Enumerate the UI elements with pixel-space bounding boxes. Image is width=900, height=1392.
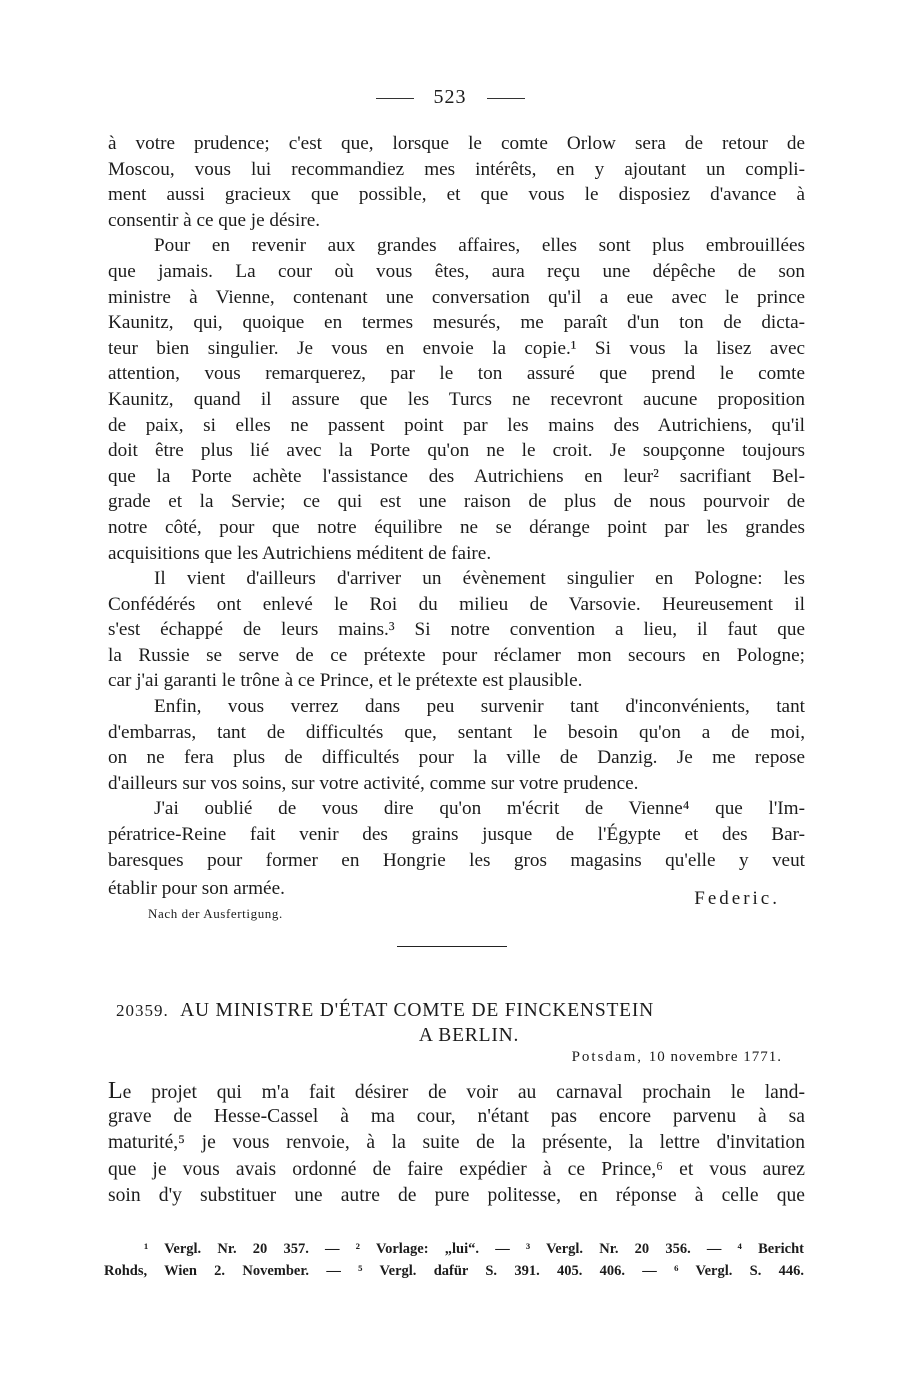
- text-line: Confédérés ont enlevé le Roi du milieu de Varsovie. Heureusement il: [108, 593, 805, 615]
- text-line: J'ai oublié de vous dire qu'on m'écrit de Vienne⁴ que l'Im-: [154, 798, 805, 820]
- footnote-line: ¹ Vergl. Nr. 20 357. — ² Vorlage: „lui“. — ³ Vergl. Nr. 20 356. — ⁴ Bericht: [144, 1241, 804, 1257]
- text-line: ment aussi gracieux que possible, et que vous le disposiez d'avance à: [108, 184, 805, 206]
- letter-closing: [108, 876, 780, 926]
- dateline: [572, 1049, 782, 1066]
- text-line: grade et la Servie; ce qui est une raison de plus de nous pourvoir de: [108, 491, 805, 513]
- text-line: maturité,⁵ je vous renvoie, à la suite de la présente, la lettre d'invitation: [108, 1132, 805, 1154]
- text-line: Kaunitz, quand il assure que les Turcs ne recevront aucune proposition: [108, 388, 805, 410]
- document-heading: [116, 998, 792, 1048]
- text-line: Il vient d'ailleurs d'arriver un évènement singulier en Pologne: les: [154, 568, 805, 590]
- text-line-rest: e projet qui m'a fait désirer de voir au carnaval prochain le land-: [122, 1082, 805, 1103]
- header-dash-left: [376, 98, 414, 99]
- text-line: car j'ai garanti le trône à ce Prince, et le prétexte est plausible.: [108, 670, 583, 692]
- footnote-line: Rohds, Wien 2. November. — ⁵ Vergl. dafür S. 391. 405. 406. — ⁶ Vergl. S. 446.: [104, 1263, 804, 1279]
- document-title-line2: A BERLIN.: [418, 1025, 520, 1046]
- text-line: notre côté, pour que notre équilibre ne se dérange point par les grandes: [108, 516, 805, 538]
- text-line: Pour en revenir aux grandes affaires, elles sont plus embrouillées: [154, 235, 805, 257]
- text-line: Moscou, vous lui recommandiez mes intérêts, en y ajoutant un compli-: [108, 158, 805, 180]
- text-line: de paix, si elles ne passent point par les mains des Autrichiens, qu'il: [108, 414, 805, 436]
- text-line: que je vous avais ordonné de faire expédier à ce Prince,⁶ et vous aurez: [108, 1158, 805, 1180]
- text-line: grave de Hesse-Cassel à ma cour, n'étant pas encore parvenu à sa: [108, 1106, 805, 1128]
- text-line: soin d'y substituer une autre de pure politesse, en réponse à celle que: [108, 1184, 805, 1206]
- text-line: [108, 1078, 805, 1104]
- text-line: que jamais. La cour où vous êtes, aura reçu une dépêche de son: [108, 260, 805, 282]
- text-line: ministre à Vienne, contenant une conversation qu'il a eue avec le prince: [108, 286, 805, 308]
- text-line: pératrice-Reine fait venir des grains jusque de l'Égypte et des Bar-: [108, 824, 805, 846]
- dateline-place: Potsdam,: [571, 1049, 644, 1065]
- drop-initial: L: [108, 1078, 123, 1104]
- letter-body: [108, 131, 805, 873]
- text-line: consentir à ce que je désire.: [108, 209, 321, 231]
- source-note: Nach der Ausfertigung.: [148, 906, 283, 921]
- text-line: attention, vous remarquerez, par le ton assuré que prend le comte: [108, 363, 805, 385]
- text-line: s'est échappé de leurs mains.³ Si notre convention a lieu, il faut que: [108, 619, 805, 641]
- document-number: 20359.: [116, 1001, 169, 1020]
- text-line: on ne fera plus de difficultés pour la ville de Danzig. Je me repose: [108, 747, 805, 769]
- page-number: 523: [433, 86, 467, 108]
- text-line: baresques pour former en Hongrie les gros magasins qu'elle y veut: [108, 849, 805, 871]
- second-letter-body: [108, 1078, 805, 1209]
- text-line: teur bien singulier. Je vous en envoie la copie.¹ Si vous la lisez avec: [108, 337, 805, 359]
- section-divider: [397, 946, 507, 947]
- header-dash-right: [487, 98, 525, 99]
- text-line: acquisitions que les Autrichiens méditent de faire.: [108, 542, 492, 564]
- text-line: Enfin, vous verrez dans peu survenir tant d'inconvénients, tant: [154, 696, 805, 718]
- closing-line: établir pour son armée.: [108, 878, 285, 899]
- text-line: doit être plus lié avec la Porte qu'on ne le croit. Je soupçonne toujours: [108, 440, 805, 462]
- dateline-date: 10 novembre 1771.: [648, 1049, 782, 1065]
- text-line: à votre prudence; c'est que, lorsque le comte Orlow sera de retour de: [108, 133, 805, 154]
- footnotes: [104, 1238, 804, 1282]
- text-line: Kaunitz, qui, quoique en termes mesurés, me paraît d'un ton de dicta-: [108, 312, 805, 334]
- text-line: que la Porte achète l'assistance des Autrichiens en leur² sacrifiant Bel-: [108, 465, 805, 487]
- document-title-line1: AU MINISTRE D'ÉTAT COMTE DE FINCKENSTEIN: [180, 1000, 655, 1021]
- page-header: [0, 86, 900, 109]
- text-line: la Russie se serve de ce prétexte pour réclamer mon secours en Pologne;: [108, 644, 805, 666]
- signature: Federic.: [694, 888, 780, 909]
- text-line: d'ailleurs sur vos soins, sur votre activité, comme sur votre prudence.: [108, 772, 639, 794]
- text-line: d'embarras, tant de difficultés que, sentant le besoin qu'on a de moi,: [108, 721, 805, 743]
